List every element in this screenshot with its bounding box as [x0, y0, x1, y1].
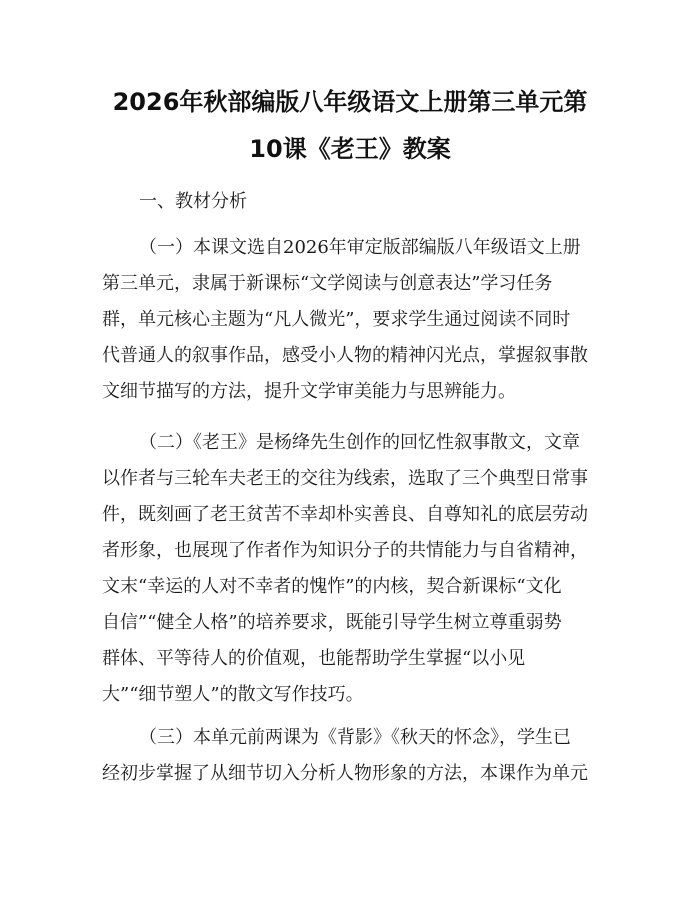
paragraph-line: 经初步掌握了从细节切入分析人物形象的方法，本课作为单元 — [102, 763, 588, 784]
paragraph-line: 文末“幸运的人对不幸者的愧怍”的内核，契合新课标“文化 — [102, 576, 562, 597]
paragraph-1 — [102, 230, 602, 410]
paragraph-line: 代普通人的叙事作品，感受小人物的精神闪光点，掌握叙事散 — [102, 345, 588, 366]
document-title-line-2: 10课《老王》教案 — [249, 135, 451, 163]
paragraph-line: 群体、平等待人的价值观，也能帮助学生掌握“以小见 — [102, 648, 526, 669]
paragraph-line: 以作者与三轮车夫老王的交往为线索，选取了三个典型日常事 — [102, 468, 588, 489]
paragraph-line: 者形象，也展现了作者作为知识分子的共情能力与自省精神， — [102, 540, 588, 561]
paragraph-line: （二）《老王》是杨绛先生创作的回忆性叙事散文，文章 — [139, 432, 580, 453]
paragraph-3 — [102, 720, 602, 792]
paragraph-line: （三）本单元前两课为《背影》《秋天的怀念》，学生已 — [139, 727, 571, 748]
paragraph-2 — [102, 425, 602, 713]
document-title-line-1: 2026年秋部编版八年级语文上册第三单元第 — [112, 88, 588, 116]
paragraph-line: 第三单元，隶属于新课标“文学阅读与创意表达”学习任务 — [102, 273, 553, 294]
paragraph-line: 文细节描写的方法，提升文学审美能力与思辨能力。 — [102, 381, 516, 402]
paragraph-line: 群，单元核心主题为“凡人微光”，要求学生通过阅读不同时 — [102, 309, 571, 330]
paragraph-line: （一）本课文选自2026年审定版部编版八年级语文上册 — [139, 237, 581, 258]
paragraph-line: 大”“细节塑人”的散文写作技巧。 — [102, 684, 364, 705]
paragraph-line: 件，既刻画了老王贫苦不幸却朴实善良、自尊知礼的底层劳动 — [102, 504, 588, 525]
section-heading: 一、教材分析 — [139, 191, 247, 212]
paragraph-line: 自信”“健全人格”的培养要求，既能引导学生树立尊重弱势 — [102, 612, 562, 633]
